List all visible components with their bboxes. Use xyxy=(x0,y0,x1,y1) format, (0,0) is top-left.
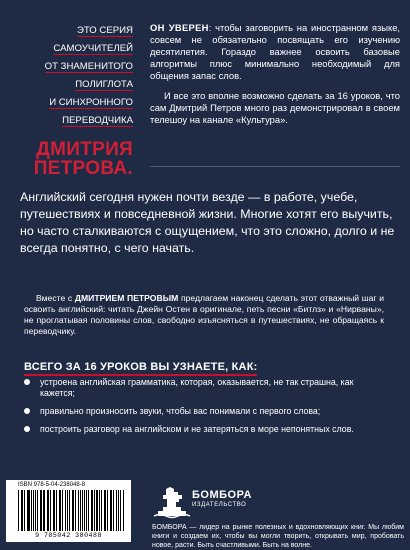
barcode-stripe xyxy=(80,490,81,531)
barcode-stripe xyxy=(105,490,106,531)
barcode-stripe xyxy=(82,490,83,531)
series-line: И СИНХРОННОГО xyxy=(49,97,133,108)
barcode-stripe xyxy=(86,490,87,531)
barcode-stripe xyxy=(22,490,23,531)
series-line: САМОУЧИТЕЛЕЙ xyxy=(53,43,133,54)
barcode-stripe xyxy=(120,490,121,531)
barcode-stripe xyxy=(33,490,34,531)
learn-heading xyxy=(24,361,354,373)
barcode-stripe xyxy=(18,490,19,531)
series-block xyxy=(18,22,133,178)
list-item xyxy=(24,406,386,417)
series-line: ЭТО СЕРИЯ xyxy=(76,25,133,36)
barcode-stripe xyxy=(67,490,68,531)
barcode-stripe xyxy=(41,490,42,531)
barcode-stripe xyxy=(37,490,38,531)
intro-lead-rest: : чтобы заговорить на иностранном языке, совсем не обязательно посвящать его изучению десятилетия. Гораздо важнее освоить базовые алгоритмы плюс минимально необходимый для общения запас слов. xyxy=(150,22,401,81)
body-pre: Вместе с xyxy=(36,293,75,303)
bombora-logo-icon xyxy=(152,485,192,519)
divider-line xyxy=(150,166,400,167)
barcode-digits: 9 785042 380488 xyxy=(35,532,102,539)
barcode-stripe xyxy=(118,490,119,531)
list-item xyxy=(24,424,386,435)
barcode-stripe xyxy=(53,490,54,531)
barcode-stripe xyxy=(110,490,111,531)
barcode-stripe xyxy=(72,490,73,531)
series-line: ПЕРЕВОДЧИКА xyxy=(62,115,133,126)
barcode-stripe xyxy=(50,490,51,531)
barcode-stripe xyxy=(75,490,76,531)
barcode-stripe xyxy=(84,490,85,531)
barcode-stripe xyxy=(78,490,80,531)
list-item-text: правильно произносить звуки, чтобы вас понимали с первого слова; xyxy=(40,406,321,416)
series-description xyxy=(18,22,133,130)
intro-block xyxy=(150,22,400,126)
barcode-stripe xyxy=(104,490,105,531)
intro-paragraph xyxy=(150,22,400,82)
list-item-text: построить разговор на английском и не затеряться в море непонятных слов. xyxy=(40,424,354,434)
series-line: ПОЛИГЛОТА xyxy=(75,79,133,90)
barcode-stripe xyxy=(107,490,108,531)
barcode-stripe xyxy=(65,490,66,531)
barcode-stripe xyxy=(92,490,93,531)
barcode-stripe xyxy=(21,490,22,531)
learn-heading-text: ВСЕГО ЗА 16 УРОКОВ ВЫ УЗНАЕТЕ, КАК: xyxy=(24,361,257,376)
barcode-stripe xyxy=(40,490,41,531)
barcode-stripe xyxy=(54,490,55,531)
author-line: ДМИТРИЯ xyxy=(36,139,133,160)
list-item xyxy=(24,377,386,399)
list-item-text: устроена английская грамматика, которая, оказывается, не так страшна, как кажется; xyxy=(40,377,354,398)
barcode-stripe xyxy=(43,490,45,531)
bullet-icon xyxy=(24,379,30,385)
series-line: ОТ ЗНАМЕНИТОГО xyxy=(44,61,133,72)
author-name xyxy=(18,140,133,178)
intro-lead-bold: ОН УВЕРЕН xyxy=(150,22,209,33)
barcode-stripe xyxy=(101,490,102,531)
barcode-stripe xyxy=(48,490,49,531)
barcode-stripe xyxy=(47,490,48,531)
lead-block xyxy=(20,189,395,257)
barcode-stripe xyxy=(62,490,64,531)
barcode-stripe xyxy=(35,490,36,531)
barcode-stripe xyxy=(91,490,92,531)
barcode-stripe xyxy=(31,490,32,531)
barcode-stripe xyxy=(73,490,74,531)
body-post: предлагаем наконец сделать этот отважный шаг и освоить английский: читать Джейн Остен в оригинале, петь песни «Битлз» и «Нирваны», не проглатывая половины слов, свободно изъясняться в путешествиях, не обращаясь к переводчику. xyxy=(24,293,385,336)
body-block xyxy=(24,293,384,337)
barcode xyxy=(6,480,131,542)
barcode-stripe xyxy=(24,490,25,531)
publisher-name: БОМБОРА xyxy=(192,489,252,501)
body-paragraph xyxy=(24,293,384,337)
barcode-stripe xyxy=(99,490,100,531)
bullet-icon xyxy=(24,408,30,414)
barcode-stripe xyxy=(69,490,70,531)
barcode-stripe xyxy=(123,490,124,531)
bullet-icon xyxy=(24,426,30,432)
barcode-bars xyxy=(18,490,124,531)
intro-second-paragraph: И все это вполне возможно сделать за 16 уроков, что сам Дмитрий Петров много раз демонстрировал в своем телешоу на канале «Культура». xyxy=(150,90,400,125)
barcode-stripe xyxy=(94,490,95,531)
barcode-stripe xyxy=(56,490,57,531)
barcode-stripe xyxy=(27,490,28,531)
lead-paragraph: Английский сегодня нужен почти везде — в работе, учебе, путешествиях и повседневной жизни. Многие хотят его выучить, но часто сталкиваются с ощущением, что это сложно, долго и не всегда понятно, с чего начать. xyxy=(20,190,395,255)
publisher-description: БОМБОРА — лидер на рынке полезных и вдохновляющих книг. Мы любим книги и создаем их, чтобы вы могли творить, открывать мир, пробовать новое, расти. Быть счастливыми. Быть на волне. xyxy=(152,524,404,549)
publisher-subtitle: ИЗДАТЕЛЬСТВО xyxy=(192,502,247,508)
isbn-label: ISBN 978-5-04-238048-8 xyxy=(18,482,86,488)
barcode-stripe xyxy=(111,490,112,531)
learn-list xyxy=(24,377,386,442)
barcode-stripe xyxy=(59,490,60,531)
barcode-stripe xyxy=(88,490,89,531)
barcode-stripe xyxy=(28,490,30,531)
body-author-bold: ДМИТРИЕМ ПЕТРОВЫМ xyxy=(74,293,179,303)
author-line: ПЕТРОВА. xyxy=(33,158,133,179)
barcode-stripe xyxy=(60,490,61,531)
barcode-stripe xyxy=(116,490,117,531)
barcode-stripe xyxy=(96,490,98,531)
barcode-stripe xyxy=(113,490,115,531)
